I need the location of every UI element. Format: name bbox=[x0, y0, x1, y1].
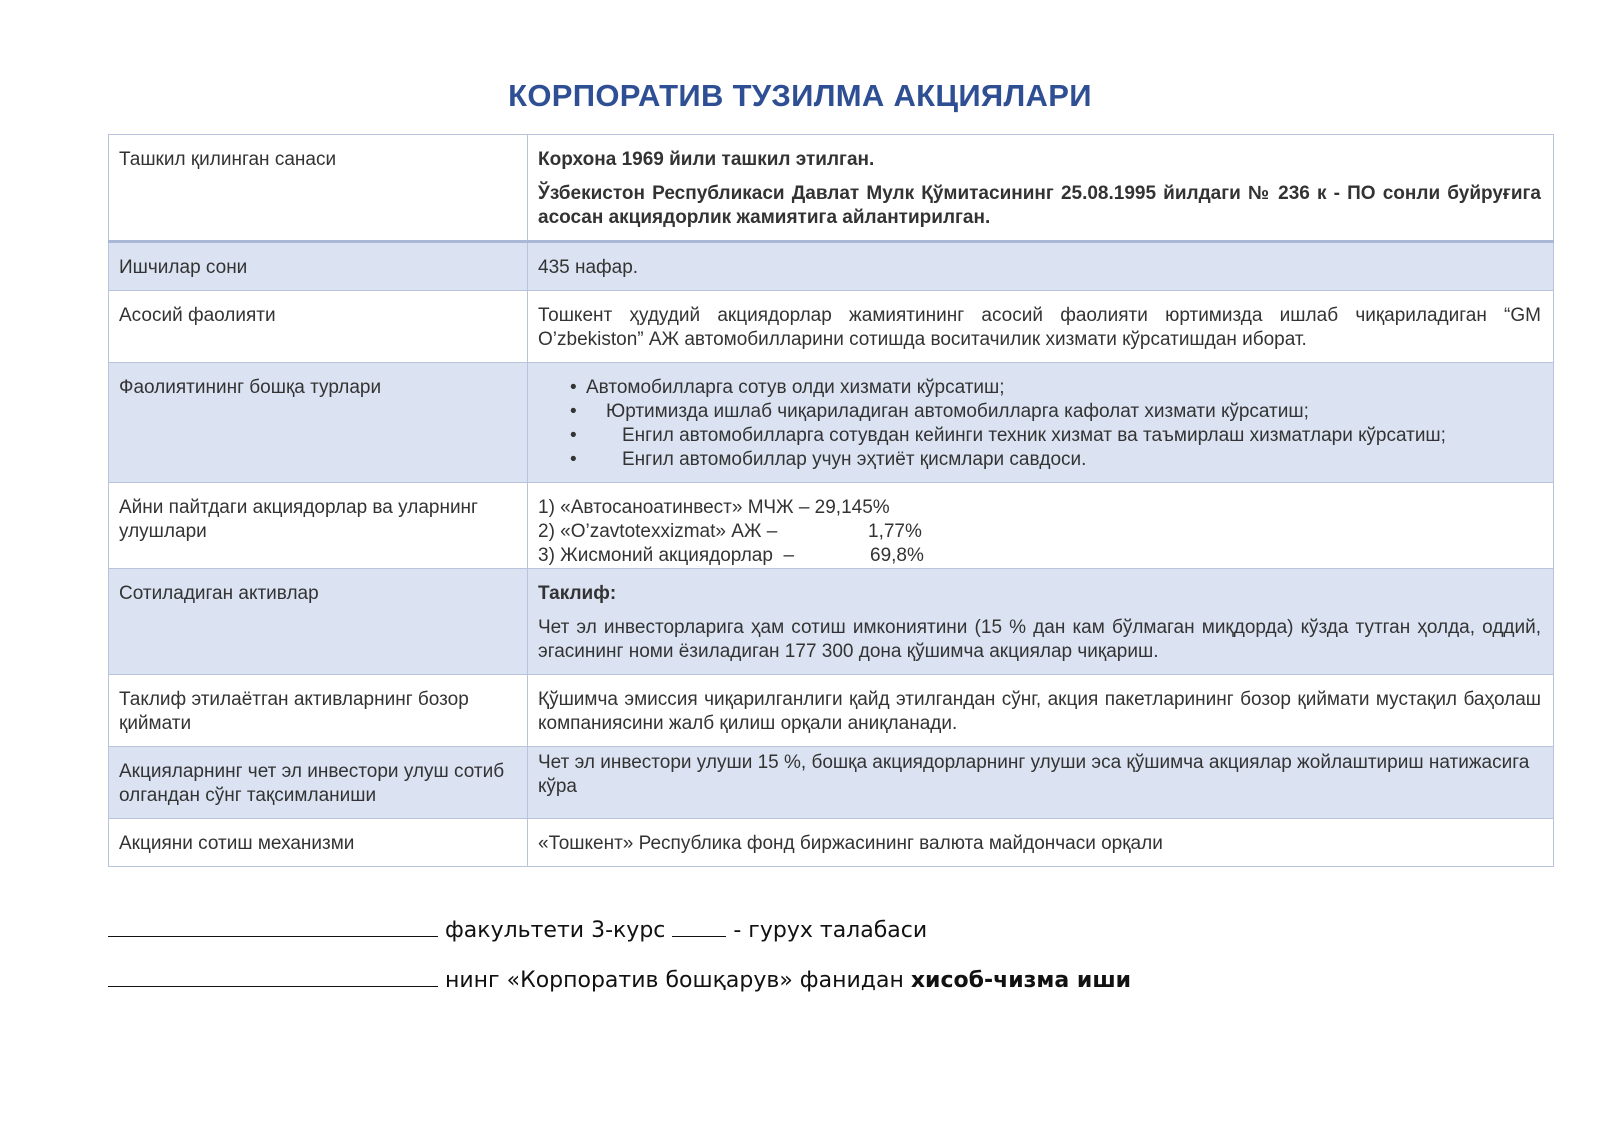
shareholder-row bbox=[538, 520, 1541, 544]
shareholder-name: 2) «O’zavtotexxizmat» АЖ – bbox=[538, 521, 778, 542]
shareholder-name: 3) Жисмоний акциядорлар – bbox=[538, 545, 795, 566]
shareholder-share: 1,77% bbox=[868, 521, 922, 542]
footer-subject-text: нинг «Корпоратив бошқарув» фанидан bbox=[438, 968, 911, 993]
shareholder-share: 69,8% bbox=[870, 545, 924, 566]
row-label: Акцияни сотиш механизми bbox=[109, 819, 528, 867]
shareholder-row bbox=[538, 544, 1541, 568]
table-row bbox=[109, 747, 1554, 819]
footer-faculty-text: факультети 3-курс bbox=[438, 918, 673, 943]
offer-text: Чет эл инвесторларига ҳам сотиш имкониятини (15 % дан кам бўлмаган миқдорда) кўзда тутган ҳолда, оддий, эгасининг номи ёзиладиган 177 300 дона қўшимча акциялар чиқариш. bbox=[538, 617, 1541, 662]
list-item: • Енгил автомобиллар учун эҳтиёт қисмлари савдоси. bbox=[538, 448, 1541, 472]
corporate-structure-table bbox=[108, 134, 1554, 867]
student-name-blank bbox=[108, 968, 438, 987]
table-row bbox=[109, 675, 1554, 747]
list-item: • Енгил автомобилларга сотувдан кейинги техник хизмат ва таъмирлаш хизматлари кўрсатиш; bbox=[538, 424, 1541, 448]
shareholder-name: 1) «Автосаноатинвест» МЧЖ – bbox=[538, 497, 815, 518]
row-label: Таклиф этилаётган активларнинг бозор қиймати bbox=[109, 675, 528, 747]
table-row bbox=[109, 135, 1554, 242]
row-value bbox=[528, 569, 1554, 675]
row-label: Асосий фаолияти bbox=[109, 291, 528, 363]
table-row bbox=[109, 291, 1554, 363]
row-label: Ташкил қилинган санаси bbox=[109, 135, 528, 242]
table-row bbox=[109, 819, 1554, 867]
privatization-text: Ўзбекистон Республикаси Давлат Мулк Қўмитасининг 25.08.1995 йилдаги № 236 к - ПО сонли буйруғига асосан акциядорлик жамиятига айлантирилган. bbox=[538, 183, 1541, 228]
row-value: Тошкент ҳудудий акциядорлар жамиятининг асосий фаолияти юртимизда ишлаб чиқариладиган “GM O’zbekiston” АЖ автомобилларини сотишда воситачилик хизмати кўрсатишдан иборат. bbox=[528, 291, 1554, 363]
list-item: • Автомобилларга сотув олди хизмати кўрсатиш; bbox=[538, 376, 1541, 400]
row-value bbox=[528, 135, 1554, 242]
shareholder-row bbox=[538, 496, 1541, 520]
offer-heading: Таклиф: bbox=[538, 583, 617, 604]
footer-work-type: хисоб-чизма иши bbox=[910, 968, 1132, 993]
row-label: Фаолиятининг бошқа турлари bbox=[109, 363, 528, 483]
row-value: Қўшимча эмиссия чиқарилганлиги қайд этилгандан сўнг, акция пакетларининг бозор қиймати мустақил баҳолаш компаниясини жалб қилиш орқали аниқланади. bbox=[528, 675, 1554, 747]
table-row bbox=[109, 569, 1554, 675]
table-row bbox=[109, 483, 1554, 569]
row-value bbox=[528, 363, 1554, 483]
founding-text: Корхона 1969 йили ташкил этилган. bbox=[538, 149, 875, 170]
row-label: Айни пайтдаги акциядорлар ва уларнинг улушлари bbox=[109, 483, 528, 569]
row-label: Акцияларнинг чет эл инвестори улуш сотиб олгандан сўнг тақсимланиши bbox=[109, 747, 528, 819]
row-label: Ишчилар сони bbox=[109, 242, 528, 291]
footer-group-text: - гурух талабаси bbox=[726, 918, 928, 943]
faculty-blank bbox=[108, 918, 438, 937]
row-value: «Тошкент» Республика фонд биржасининг валюта майдончаси орқали bbox=[528, 819, 1554, 867]
footer-line-1 bbox=[108, 918, 927, 943]
table-row bbox=[109, 242, 1554, 291]
table-row bbox=[109, 363, 1554, 483]
page-title: КОРПОРАТИВ ТУЗИЛМА АКЦИЯЛАРИ bbox=[508, 78, 1092, 113]
shareholder-share: 29,145% bbox=[814, 497, 890, 518]
row-value: 435 нафар. bbox=[528, 242, 1554, 291]
row-value: Чет эл инвестори улуши 15 %, бошқа акциядорларнинг улуши эса қўшимча акциялар жойлаштириш натижасига кўра bbox=[528, 747, 1554, 819]
activities-list bbox=[538, 376, 1541, 472]
footer-line-2 bbox=[108, 968, 1131, 993]
row-label: Сотиладиган активлар bbox=[109, 569, 528, 675]
list-item: • Юртимизда ишлаб чиқариладиган автомобилларга кафолат хизмати кўрсатиш; bbox=[538, 400, 1541, 424]
row-value bbox=[528, 483, 1554, 569]
group-blank bbox=[672, 918, 726, 937]
